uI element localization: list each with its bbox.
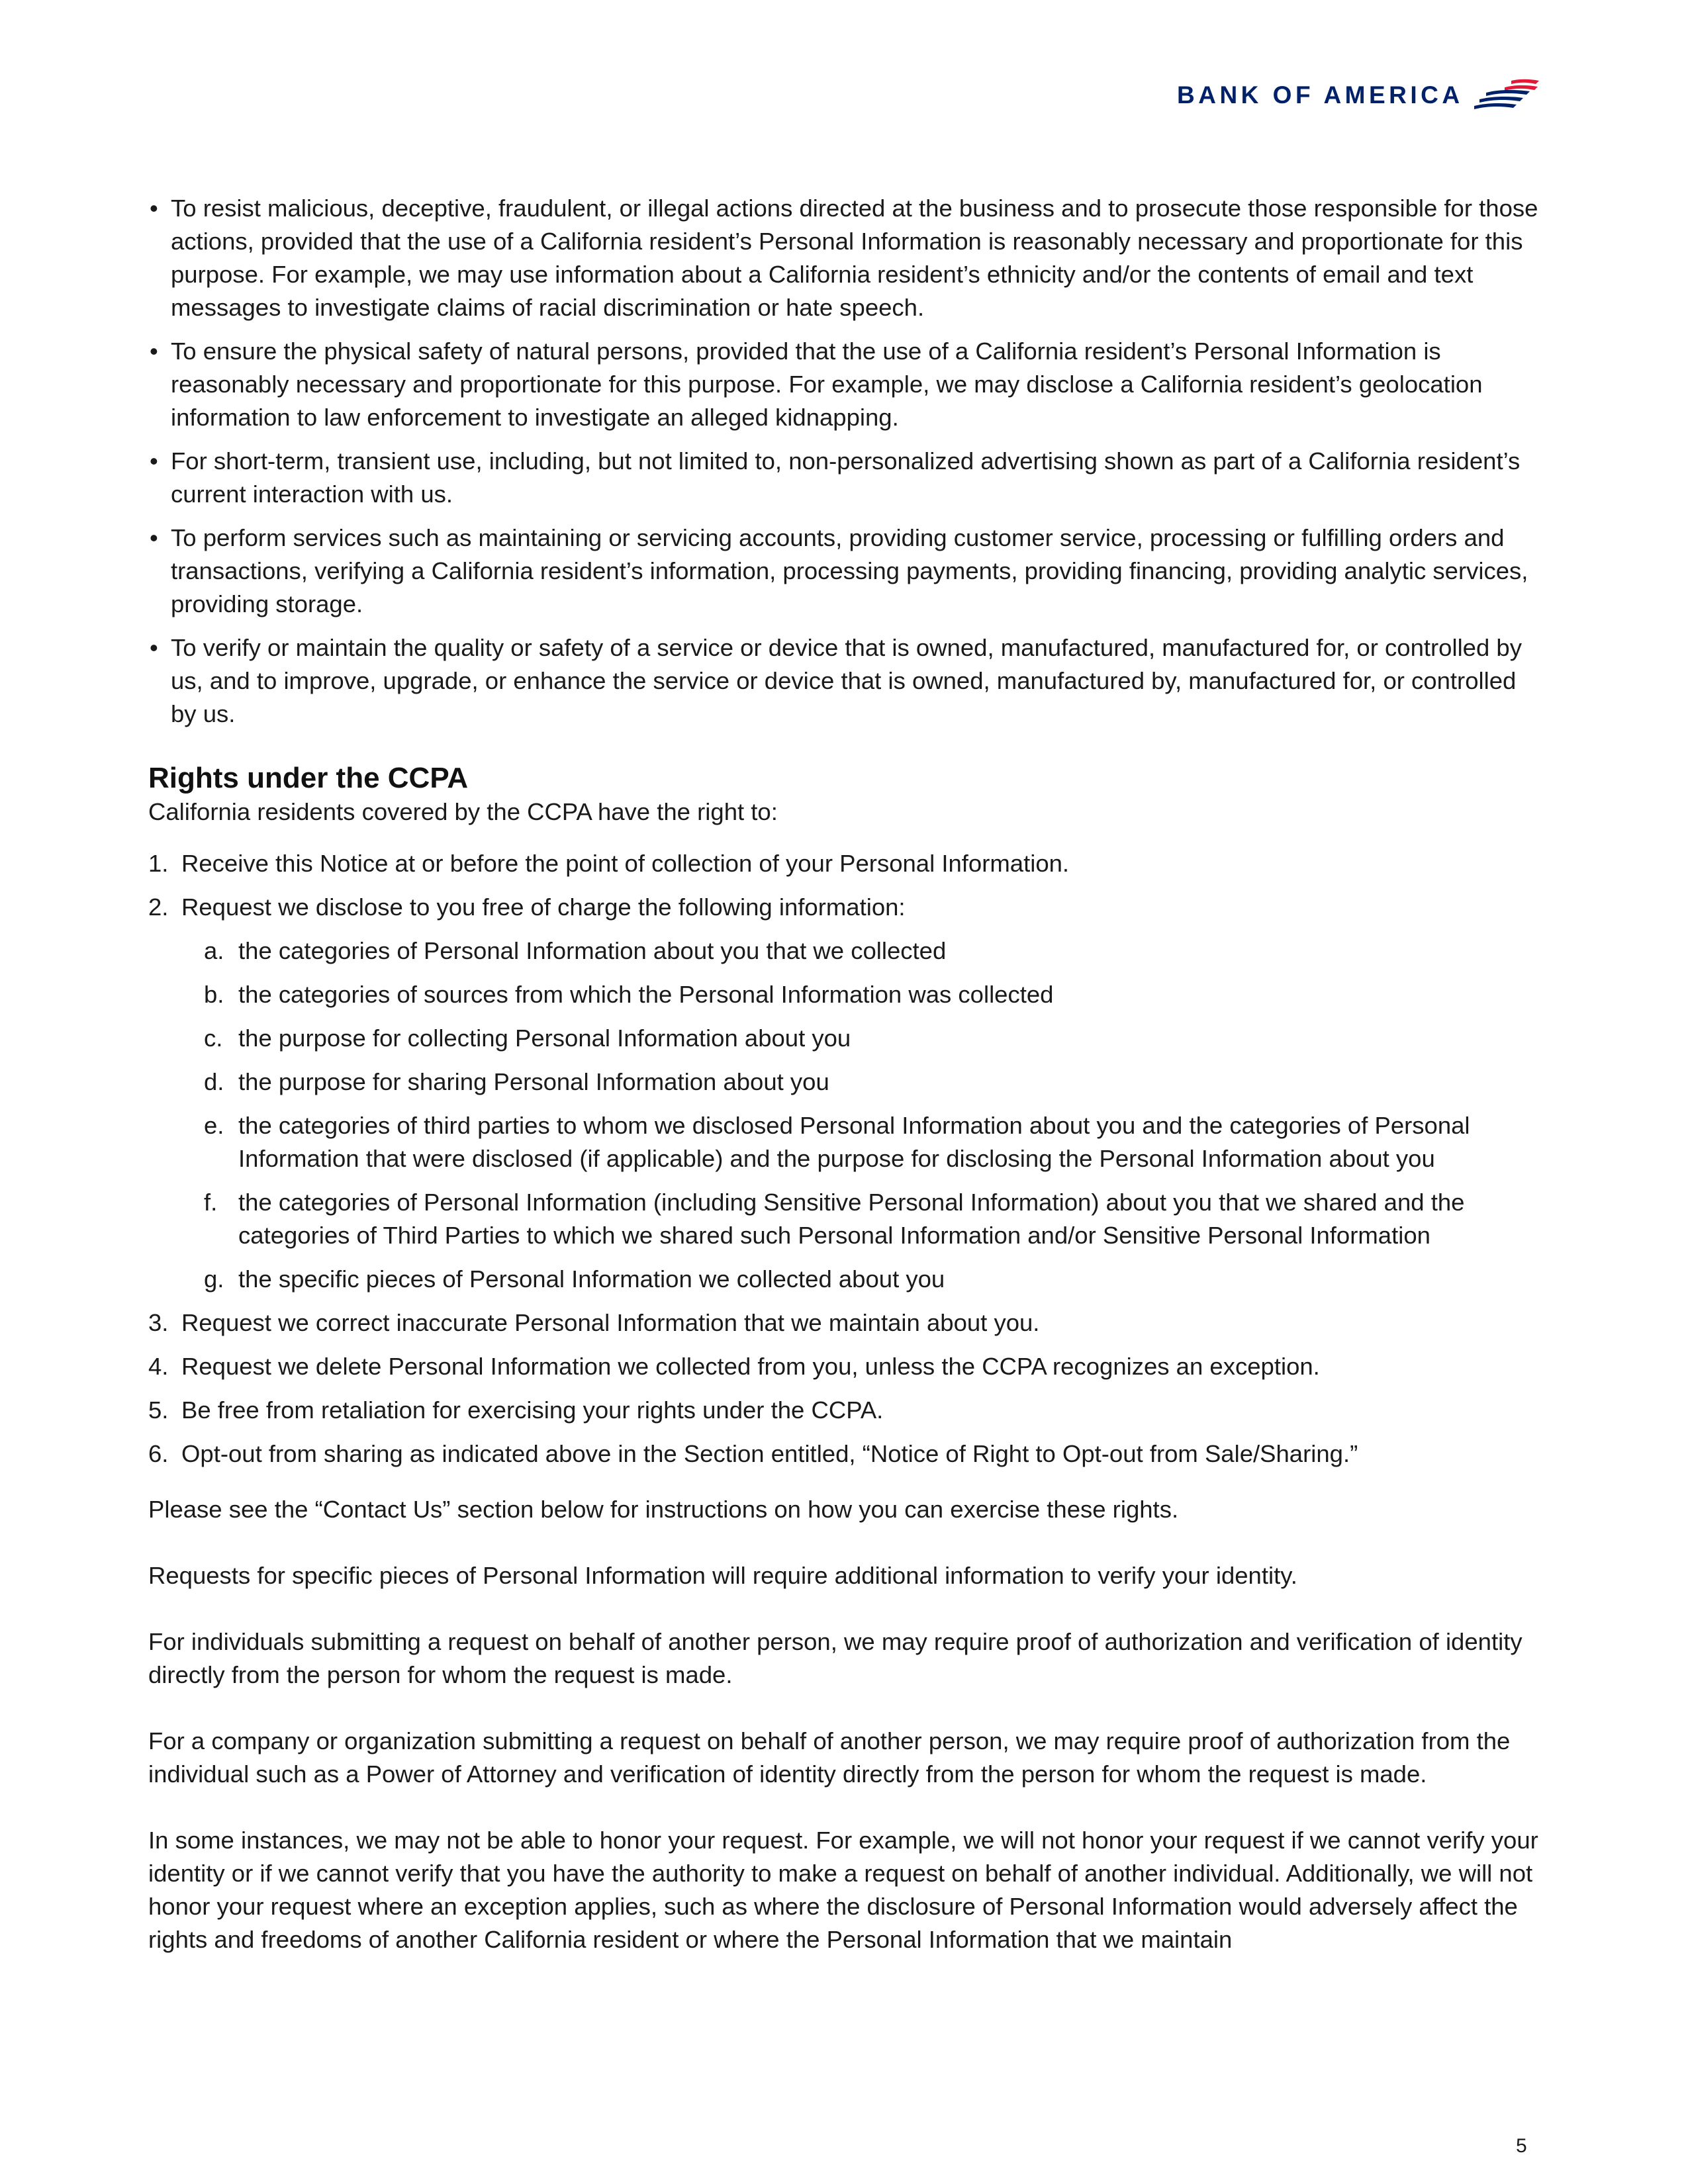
list-item (148, 335, 1538, 434)
sub-list-marker: e. (204, 1112, 224, 1139)
list-item (148, 192, 1538, 324)
list-item-text: Request we correct inaccurate Personal Information that we maintain about you. (181, 1309, 1040, 1336)
page-number: 5 (1516, 2135, 1527, 2157)
bullet-icon: • (150, 447, 158, 475)
sub-list-item-text: the categories of Personal Information about you that we collected (238, 937, 947, 964)
list-item-text: Opt-out from sharing as indicated above in the Section entitled, “Notice of Right to Opt-out from Sale/Sharing.” (181, 1440, 1358, 1467)
rights-numbered-list (148, 847, 1538, 1471)
exceptions-paragraph: In some instances, we may not be able to honor your request. For example, we will not honor your request if we cannot verify your identity or if we cannot verify that you have the authority to make a request on behalf of another individual. Additionally, we will not honor your request where an exception applies, such as where the disclosure of Personal Information would adversely affect the rights and freedoms of another California resident or where the Personal Information that we maintain (148, 1827, 1538, 1953)
list-item-text: Receive this Notice at or before the point of collection of your Personal Information. (181, 850, 1070, 877)
bullet-icon: • (150, 338, 158, 365)
company-request-paragraph: For a company or organization submitting a request on behalf of another person, we may require proof of authorization from the individual such as a Power of Attorney and verification of identity directly from the person for whom the request is made. (148, 1727, 1511, 1788)
flag-icon (1473, 78, 1543, 113)
list-item-text: Be free from retaliation for exercising your rights under the CCPA. (181, 1396, 884, 1424)
sub-list-item-text: the categories of Personal Information (including Sensitive Personal Information) about you that we shared and the categories of Third Parties to which we shared such Personal Information and/or Sensitive Personal Information (238, 1189, 1465, 1249)
sub-list-item-text: the specific pieces of Personal Information we collected about you (238, 1265, 945, 1293)
list-marker: 2. (148, 893, 169, 921)
sub-list-item (204, 934, 1538, 968)
sub-list-item-text: the categories of sources from which the Personal Information was collected (238, 981, 1054, 1008)
list-item (148, 1437, 1538, 1471)
bullet-text: For short-term, transient use, including, but not limited to, non-personalized advertising shown as part of a California resident’s current interaction with us. (171, 447, 1521, 508)
sub-list-item-text: the purpose for collecting Personal Information about you (238, 1024, 851, 1052)
list-item (148, 1350, 1538, 1383)
list-item-text: Request we disclose to you free of charge the following information: (181, 893, 906, 921)
bullet-icon: • (150, 195, 158, 222)
sub-list-item-text: the categories of third parties to whom we disclosed Personal Information about you and the categories of Personal Information that were disclosed (if applicable) and the purpose for disclosing the Personal Information about you (238, 1112, 1470, 1172)
section-heading: Rights under the CCPA (148, 762, 469, 794)
contact-us-paragraph: Please see the “Contact Us” section below for instructions on how you can exercise these rights. (148, 1496, 1179, 1523)
logo-wordmark: BANK OF AMERICA (1177, 81, 1464, 109)
section-intro: California residents covered by the CCPA have the right to: (148, 798, 778, 825)
list-marker: 3. (148, 1309, 169, 1336)
bullet-text: To ensure the physical safety of natural persons, provided that the use of a California resident’s Personal Information is reasonably necessary and proportionate for this purpose. For example, we may disclose a California resident’s geolocation information to law enforcement to investigate an alleged kidnapping. (171, 338, 1483, 431)
verification-paragraph: Requests for specific pieces of Personal Information will require additional information to verify your identity. (148, 1562, 1297, 1589)
sub-list-marker: d. (204, 1068, 224, 1095)
sub-list-marker: a. (204, 937, 224, 964)
bullet-text: To perform services such as maintaining or servicing accounts, providing customer service, processing or fulfilling orders and transactions, verifying a California resident’s information, processing payments, providing financing, providing analytic services, providing storage. (171, 524, 1528, 617)
list-marker: 4. (148, 1353, 169, 1380)
list-marker: 1. (148, 850, 169, 877)
list-item-text: Request we delete Personal Information we collected from you, unless the CCPA recognizes an exception. (181, 1353, 1320, 1380)
sub-list-marker: b. (204, 981, 224, 1008)
sub-list-item (204, 1109, 1538, 1175)
sub-list-item (204, 1066, 1538, 1099)
list-item (148, 1394, 1538, 1427)
sub-list-item (204, 1022, 1538, 1055)
bullet-icon: • (150, 524, 158, 551)
list-item (148, 847, 1538, 880)
sub-list-marker: f. (204, 1189, 218, 1216)
list-item (148, 631, 1538, 731)
sub-list-item (204, 978, 1538, 1011)
sub-list-item-text: the purpose for sharing Personal Information about you (238, 1068, 829, 1095)
list-marker: 6. (148, 1440, 169, 1467)
list-item (148, 891, 1538, 924)
sub-list-marker: g. (204, 1265, 224, 1293)
sub-list-marker: c. (204, 1024, 223, 1052)
purpose-bullet-list (148, 192, 1538, 731)
list-marker: 5. (148, 1396, 169, 1424)
page-content (148, 192, 1538, 1956)
sub-list-item (204, 1186, 1538, 1252)
list-item (148, 522, 1538, 621)
bullet-icon: • (150, 634, 158, 661)
sub-list-item (204, 1263, 1538, 1296)
list-item (148, 1306, 1538, 1340)
bullet-text: To verify or maintain the quality or safety of a service or device that is owned, manufactured, manufactured for, or controlled by us, and to improve, upgrade, or enhance the service or device that is owned, manufactured by, manufactured for, or controlled by us. (171, 634, 1522, 727)
bullet-text: To resist malicious, deceptive, fraudulent, or illegal actions directed at the business and to prosecute those responsible for those actions, provided that the use of a California resident’s Personal Information is reasonably necessary and proportionate for this purpose. For example, we may use information about a California resident’s ethnicity and/or the contents of email and text messages to investigate claims of racial discrimination or hate speech. (171, 195, 1538, 321)
bank-of-america-logo (1177, 78, 1543, 113)
disclosure-sub-list (204, 934, 1538, 1296)
individual-request-paragraph: For individuals submitting a request on behalf of another person, we may require proof of authorization and verification of identity directly from the person for whom the request is made. (148, 1628, 1523, 1688)
list-item (148, 445, 1538, 511)
